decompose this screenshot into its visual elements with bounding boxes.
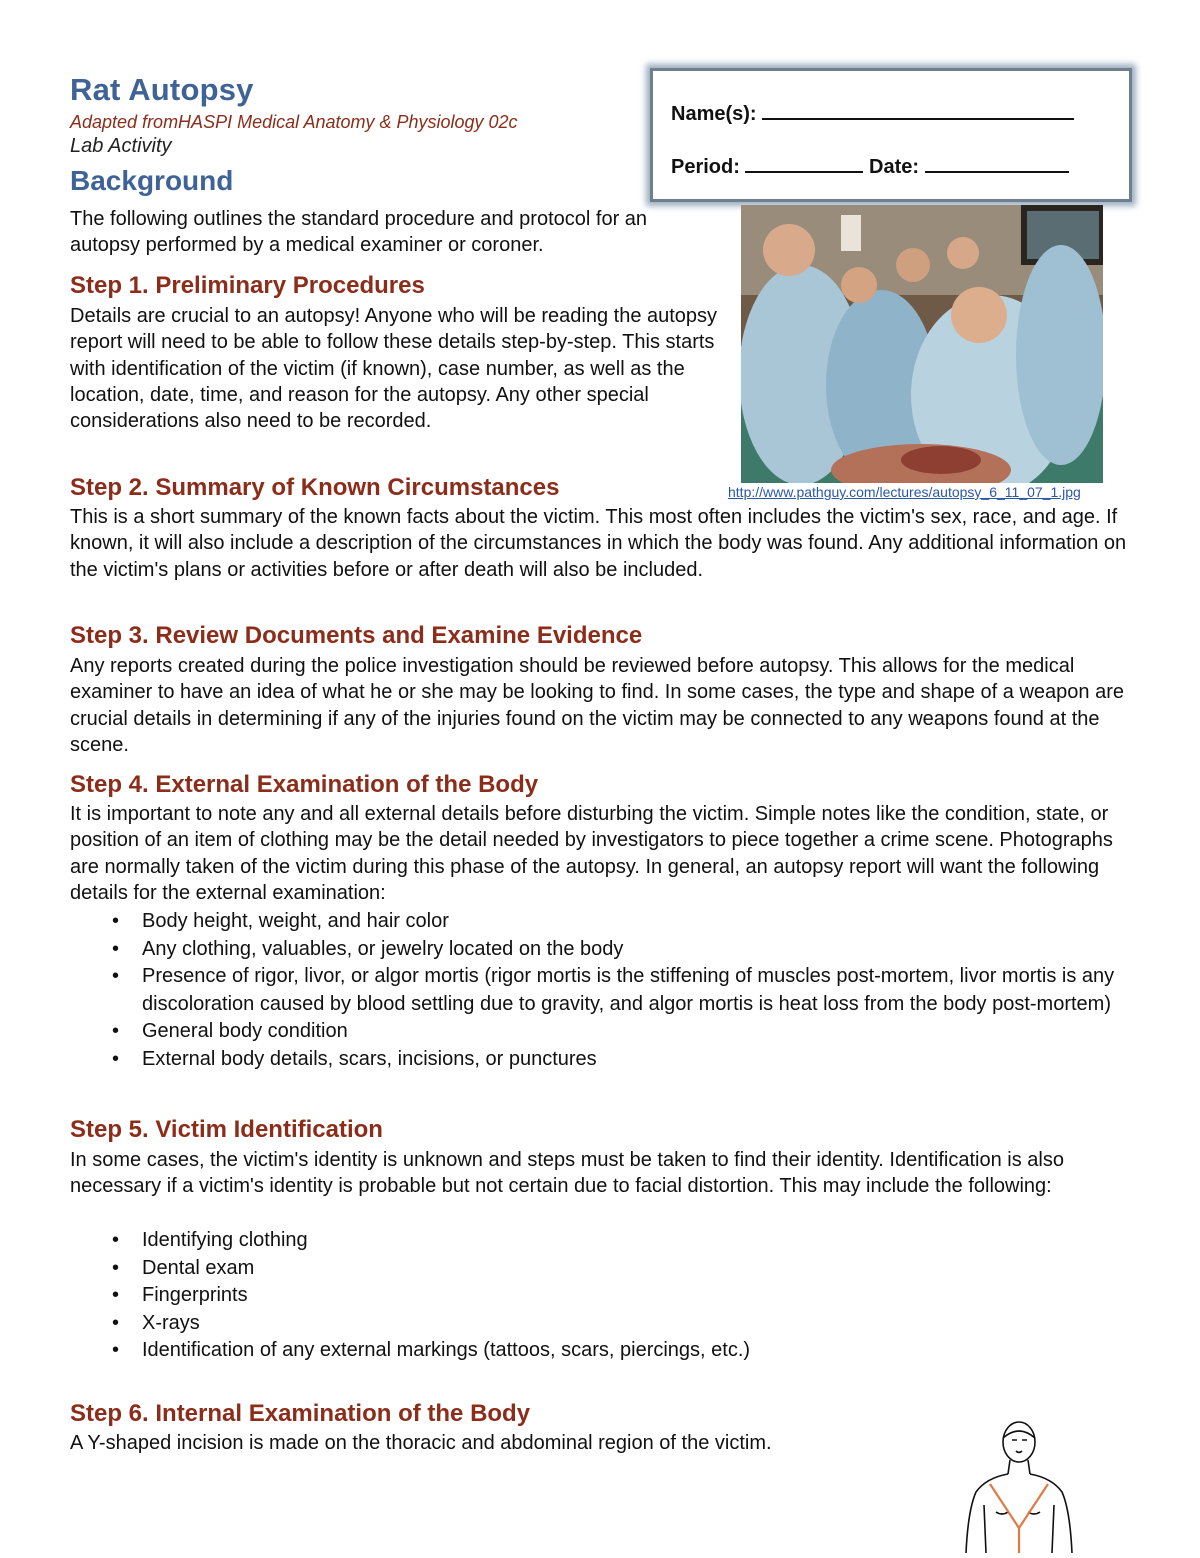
list-item: • Identifying clothing xyxy=(70,1227,1135,1255)
list-item: • Body height, weight, and hair color xyxy=(70,908,1135,936)
document-subtitle: Adapted fromHASPI Medical Anatomy & Physiology 02c xyxy=(70,112,518,132)
autopsy-photo xyxy=(741,205,1103,483)
list-item: • X-rays xyxy=(70,1310,1135,1338)
step-2-heading: Step 2. Summary of Known Circumstances xyxy=(70,474,560,501)
step-6-heading: Step 6. Internal Examination of the Body xyxy=(70,1400,531,1427)
step-4-text: It is important to note any and all external details before disturbing the victim. Simple notes like the condition, state, or position of an item of clothing may be the detail needed by investigators to piece together a crime scene. Photographs are normally taken of the victim during this phase of the autopsy. In general, an autopsy report will want the following details for the external examination: xyxy=(70,803,1113,904)
names-field[interactable] xyxy=(762,104,1074,120)
period-field[interactable] xyxy=(745,157,863,173)
y-incision-body-illustration xyxy=(958,1420,1078,1553)
list-item: • Identification of any external markings (tattoos, scars, piercings, etc.) xyxy=(70,1337,1135,1365)
step-5-text: In some cases, the victim's identity is unknown and steps must be taken to find their identity. Identification is also necessary if a victim's identity is probable but not certain due to facial distortion. This may include the following: xyxy=(70,1149,1064,1198)
step-5-bullet-list xyxy=(70,1227,1135,1365)
step-5-heading: Step 5. Victim Identification xyxy=(70,1116,383,1143)
photo-source-link[interactable]: http://www.pathguy.com/lectures/autopsy_6_11_07_1.jpg xyxy=(728,484,1081,500)
background-heading: Background xyxy=(70,165,234,196)
step-1-heading: Step 1. Preliminary Procedures xyxy=(70,272,425,299)
names-line xyxy=(671,103,1074,126)
list-item: • Dental exam xyxy=(70,1255,1135,1283)
step-3-text: Any reports created during the police investigation should be reviewed before autopsy. This allows for the medical examiner to have an idea of what he or she may be looking to find. In some cases, the type and shape of a weapon are crucial details in determining if any of the injuries found on the victim may be connected to any weapons found at the scene. xyxy=(70,655,1124,756)
lab-activity-label: Lab Activity xyxy=(70,135,172,157)
step-6-text: A Y-shaped incision is made on the thoracic and abdominal region of the victim. xyxy=(70,1432,772,1454)
list-item: • General body condition xyxy=(70,1018,1135,1046)
document-title: Rat Autopsy xyxy=(70,72,254,107)
step-4-bullet-list xyxy=(70,908,1135,1073)
period-label: Period: xyxy=(671,156,740,178)
list-item: • External body details, scars, incisions, or punctures xyxy=(70,1046,1135,1074)
list-item: • Presence of rigor, livor, or algor mortis (rigor mortis is the stiffening of muscles post-mortem, livor mortis is any discoloration caused by blood settling due to gravity, and algor mortis is heat loss from the body post-mortem) xyxy=(70,963,1135,1018)
intro-paragraph: The following outlines the standard procedure and protocol for an autopsy performed by a medical examiner or coroner. xyxy=(70,208,648,257)
list-item: • Any clothing, valuables, or jewelry located on the body xyxy=(70,936,1135,964)
date-label: Date: xyxy=(869,156,920,178)
name-box xyxy=(650,68,1132,202)
step-2-text: This is a short summary of the known facts about the victim. This most often includes the victim's sex, race, and age. If known, it will also include a description of the circumstances in which the body was found. Any additional information on the victim's plans or activities before or after death will also be included. xyxy=(70,506,1127,581)
date-field[interactable] xyxy=(925,157,1069,173)
list-item: • Fingerprints xyxy=(70,1282,1135,1310)
names-label: Name(s): xyxy=(671,103,757,125)
step-3-heading: Step 3. Review Documents and Examine Evidence xyxy=(70,622,643,649)
period-date-line xyxy=(671,156,1069,179)
step-1-text: Details are crucial to an autopsy! Anyone who will be reading the autopsy report will need to be able to follow these details step-by-step. This starts with identification of the victim (if known), case number, as well as the location, date, time, and reason for the autopsy. Any other special considerations also need to be recorded. xyxy=(70,305,718,433)
step-4-heading: Step 4. External Examination of the Body xyxy=(70,771,539,798)
